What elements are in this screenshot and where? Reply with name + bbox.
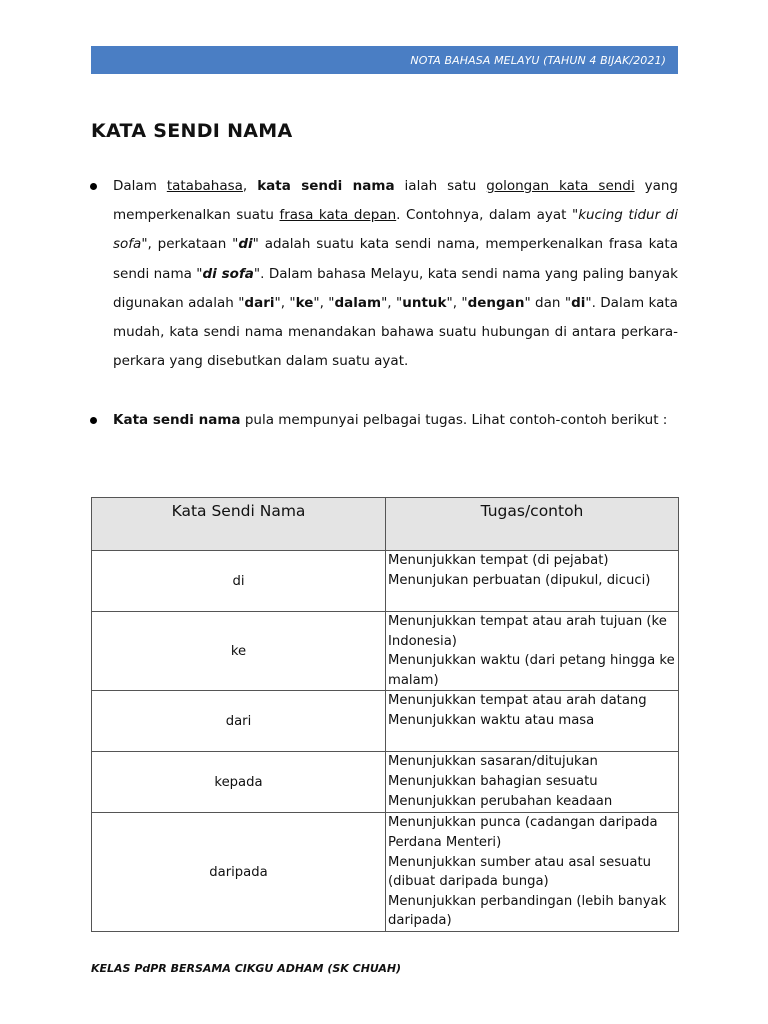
text-run: ", perkataan " <box>141 236 239 253</box>
word-ke: ke <box>295 294 314 311</box>
text-run: ". Dalam kata mudah, kata sendi nama menandakan bahawa suatu hubungan di antara perkara-perkara yang disebutkan dalam suatu ayat. <box>113 294 678 370</box>
word-untuk: untuk <box>402 294 447 311</box>
table-row <box>92 691 679 752</box>
link-tatabahasa[interactable]: tatabahasa <box>166 178 243 194</box>
text-run: ", " <box>381 294 403 311</box>
text-run: , <box>242 178 258 194</box>
tugas-cell <box>386 752 679 813</box>
tugas-cell <box>386 691 679 752</box>
text-run: ", " <box>446 294 468 311</box>
text-run: ialah satu <box>394 178 487 194</box>
table-row <box>92 551 679 612</box>
term-kata-sendi-nama: kata sendi nama <box>257 178 395 194</box>
bullet-1 <box>90 183 97 190</box>
page-title: KATA SENDI NAMA <box>91 120 293 142</box>
tugas-line: Menunjukkan tempat atau arah tujuan (ke Indonesia) <box>388 614 667 649</box>
tugas-line: Menunjukkan bahagian sesuatu <box>388 773 598 789</box>
footer-text: KELAS PdPR BERSAMA CIKGU ADHAM (SK CHUAH) <box>91 962 402 975</box>
word-cell: daripada <box>92 813 386 932</box>
kata-sendi-table <box>91 497 679 932</box>
word-cell: dari <box>92 691 386 752</box>
column-header-kata-sendi: Kata Sendi Nama <box>92 498 386 551</box>
text-run: ". Dalam bahasa Melayu, kata sendi nama yang paling banyak digunakan adalah " <box>113 265 678 311</box>
example-phrase-di-sofa: di sofa <box>202 265 254 282</box>
example-sentence: kucing tidur di sofa <box>113 207 678 253</box>
word-cell: ke <box>92 612 386 691</box>
text-run: ", " <box>313 294 335 311</box>
table-row <box>92 612 679 691</box>
tugas-line: Menunjukkan perubahan keadaan <box>388 793 613 809</box>
tugas-line: Menunjukkan tempat (di pejabat) <box>388 553 609 568</box>
text-run: . Contohnya, dalam ayat " <box>396 207 579 224</box>
tugas-line: Menunjukkan punca (cadangan daripada Perdana Menteri) <box>388 815 658 850</box>
tugas-line: Menunjukkan perbandingan (lebih banyak daripada) <box>388 893 667 929</box>
tugas-line: Menunjukkan waktu atau masa <box>388 712 595 728</box>
word-cell: di <box>92 551 386 612</box>
tugas-line: Menunjukkan tempat atau arah datang <box>388 693 647 709</box>
link-golongan-kata-sendi[interactable]: golongan kata sendi <box>486 178 635 194</box>
link-frasa-kata-depan[interactable]: frasa kata depan <box>279 207 397 224</box>
paragraph-definition <box>113 172 678 376</box>
text-run: pula mempunyai pelbagai tugas. Lihat contoh-contoh berikut : <box>240 412 668 428</box>
tugas-line: Menunjukkan waktu (dari petang hingga ke malam) <box>388 653 675 688</box>
text-run: Dalam <box>113 178 167 194</box>
header-text: NOTA BAHASA MELAYU (TAHUN 4 BIJAK/2021) <box>410 53 666 67</box>
text-run: " adalah suatu kata sendi nama, memperkenalkan frasa kata sendi nama " <box>113 236 678 282</box>
text-run: " dan " <box>524 294 572 311</box>
table-row <box>92 813 679 932</box>
word-dengan: dengan <box>467 294 525 311</box>
bullet-2 <box>90 417 97 424</box>
paragraph-tugas <box>113 406 678 435</box>
word-dalam: dalam <box>334 294 382 311</box>
tugas-line: Menunjukkan sumber atau asal sesuatu (dibuat daripada bunga) <box>388 854 652 890</box>
term-kata-sendi-nama: Kata sendi nama <box>113 412 241 428</box>
header-bar <box>91 46 678 74</box>
word-dari: dari <box>244 294 275 311</box>
tugas-line: Menunjukkan sasaran/ditujukan <box>388 754 598 770</box>
tugas-cell <box>386 551 679 612</box>
tugas-cell <box>386 813 679 932</box>
word-cell: kepada <box>92 752 386 813</box>
tugas-line: Menunjukan perbuatan (dipukul, dicuci) <box>388 572 651 588</box>
tugas-cell <box>386 612 679 691</box>
table-row <box>92 752 679 813</box>
column-header-tugas: Tugas/contoh <box>386 498 679 551</box>
example-word-di: di <box>238 236 253 253</box>
text-run: ", " <box>274 294 296 311</box>
word-di: di <box>571 294 586 311</box>
text-run: yang memperkenalkan suatu <box>113 178 678 224</box>
